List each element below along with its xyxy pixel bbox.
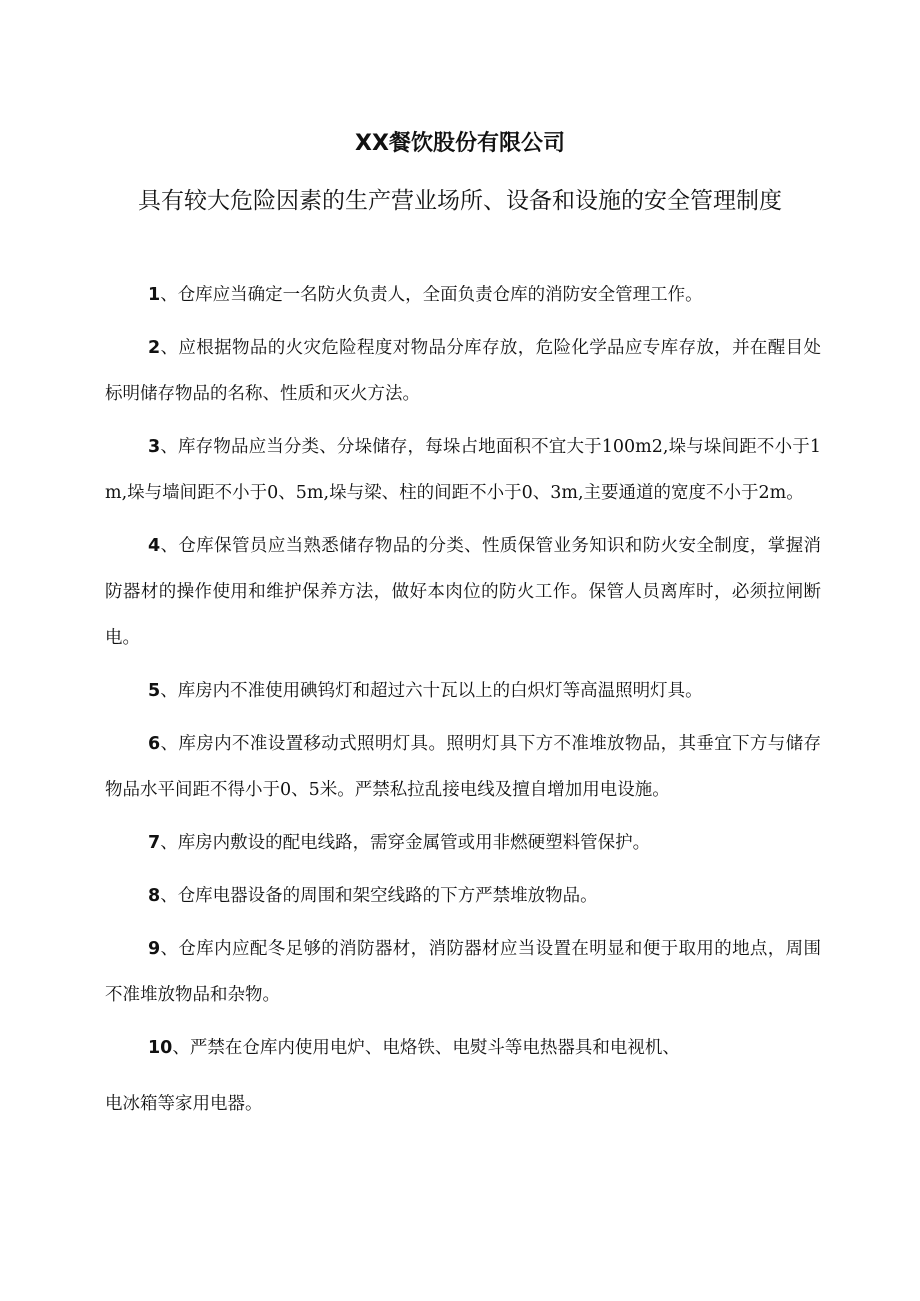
clause-separator: 、 [160, 437, 179, 457]
clause-text: 仓库内应配冬足够的消防器材，消防器材应当设置在明显和便于取用的地点，周围不准堆放物品和杂物。 [105, 939, 822, 1005]
clause-separator: 、 [160, 886, 178, 906]
document-title: 具有较大危险因素的生产营业场所、设备和设施的安全管理制度 [138, 188, 782, 214]
clause-number: 1 [148, 285, 161, 305]
clause-number: 5 [148, 681, 161, 701]
clause-10-continuation: 电冰箱等家用电器。 [105, 1094, 263, 1114]
clause-number: 6 [148, 734, 161, 754]
clause-text: 仓库应当确定一名防火负责人，全面负责仓库的消防安全管理工作。 [177, 285, 703, 305]
clause-text: 仓库保管员应当熟悉储存物品的分类、性质保管业务知识和防火安全制度，掌握消防器材的操作使用和维护保养方法，做好本肉位的防火工作。保管人员离库时，必须拉闸断电。 [105, 536, 822, 648]
clause-separator: 、 [160, 939, 179, 959]
clause-separator: 、 [160, 285, 178, 305]
clause-number: 4 [148, 536, 161, 556]
clause-1 [105, 272, 821, 318]
clause-3 [105, 424, 821, 516]
clause-text: 库房内不准使用碘钨灯和超过六十瓦以上的白炽灯等高温照明灯具。 [177, 681, 703, 701]
clause-separator: 、 [160, 536, 179, 556]
clause-text: 库房内不准设置移动式照明灯具。照明灯具下方不准堆放物品，其垂宜下方与储存物品水平间距不得小于0、5米。严禁私拉乱接电线及擅自增加用电设施。 [105, 734, 822, 800]
clause-separator: 、 [172, 1038, 190, 1058]
clause-separator: 、 [160, 681, 178, 701]
clause-4 [105, 523, 821, 661]
clause-number: 9 [148, 939, 161, 959]
clause-8 [105, 873, 821, 919]
clause-number: 2 [148, 338, 161, 358]
clause-2 [105, 325, 821, 417]
clause-9 [105, 926, 821, 1018]
clause-separator: 、 [160, 338, 179, 358]
clause-number: 3 [148, 437, 161, 457]
company-name: XX餐饮股份有限公司 [355, 131, 565, 156]
clause-number: 7 [148, 833, 161, 853]
clause-text: 仓库电器设备的周围和架空线路的下方严禁堆放物品。 [177, 886, 598, 906]
clause-5 [105, 668, 821, 714]
clause-separator: 、 [160, 734, 179, 754]
clause-text: 严禁在仓库内使用电炉、电烙铁、电熨斗等电热器具和电视机、 [189, 1038, 680, 1058]
clause-10 [105, 1025, 821, 1127]
clause-7 [105, 820, 821, 866]
clause-text: 库存物品应当分类、分垛储存，每垛占地面积不宜大于100m2,垛与垛间距不小于1m,垛与墙间距不小于0、5m,垛与梁、柱的间距不小于0、3m,主要通道的宽度不小于2m。 [105, 437, 822, 503]
clause-list [105, 272, 821, 1134]
clause-separator: 、 [160, 833, 178, 853]
clause-text: 应根据物品的火灾危险程度对物品分库存放，危险化学品应专库存放，并在醒目处标明储存物品的名称、性质和灭火方法。 [105, 338, 822, 404]
clause-number: 8 [148, 886, 161, 906]
clause-number: 10 [148, 1038, 173, 1058]
clause-text: 库房内敷设的配电线路，需穿金属管或用非燃硬塑料管保护。 [177, 833, 651, 853]
clause-6 [105, 721, 821, 813]
